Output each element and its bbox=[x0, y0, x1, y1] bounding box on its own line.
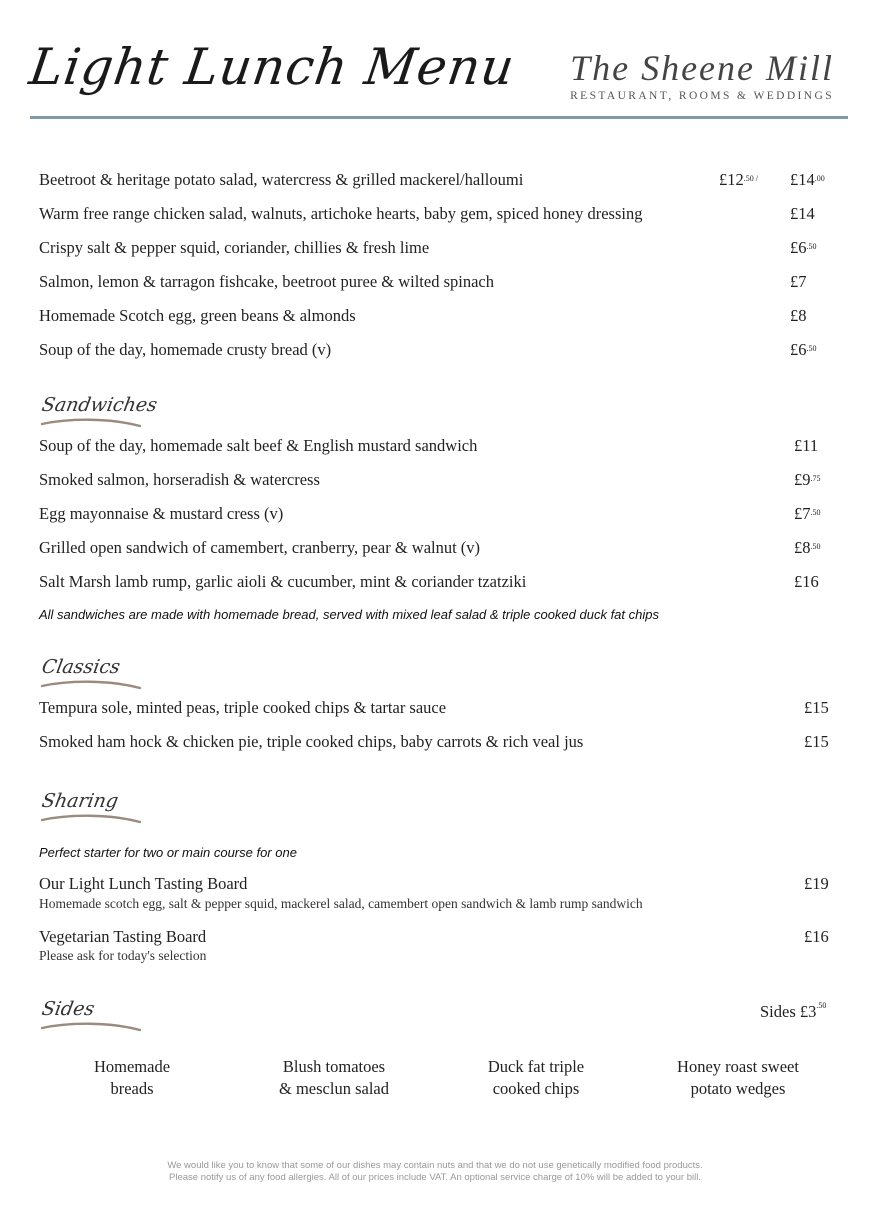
menu-item-price: $£7^{.50}$ bbox=[794, 504, 821, 523]
menu-item-subtext: Please ask for today's selection bbox=[39, 948, 207, 963]
heading-flourish-icon bbox=[40, 678, 150, 692]
menu-item-desc: Warm free range chicken salad, walnuts, artichoke hearts, baby gem, spiced honey dressing bbox=[39, 204, 643, 223]
menu-item-price: £7 bbox=[790, 272, 807, 291]
section-heading-sandwiches: Sandwiches bbox=[40, 392, 150, 436]
menu-item-price: £15 bbox=[804, 732, 829, 751]
side-item: Honey roast sweet potato wedges bbox=[677, 1057, 799, 1098]
menu-item-desc: Beetroot & heritage potato salad, watercress & grilled mackerel/halloumi bbox=[39, 170, 524, 189]
menu-item-price: £16 bbox=[804, 927, 829, 946]
side-item: Duck fat triple cooked chips bbox=[487, 1057, 585, 1098]
menu-item-desc: Salmon, lemon & tarragon fishcake, beetroot puree & wilted spinach bbox=[39, 272, 494, 291]
menu-item-desc: Tempura sole, minted peas, triple cooked chips & tartar sauce bbox=[39, 698, 447, 717]
menu-item-price: $£12^{.50 /}$ bbox=[719, 170, 758, 189]
menu-item-desc: Salt Marsh lamb rump, garlic aioli & cucumber, mint & coriander tzatziki bbox=[39, 572, 527, 591]
heading-flourish-icon bbox=[40, 416, 150, 430]
menu-item-price-alt: $£14^{.00}$ bbox=[790, 170, 825, 189]
heading-flourish-icon bbox=[40, 812, 150, 826]
menu-item-desc: Grilled open sandwich of camembert, cranberry, pear & walnut (v) bbox=[39, 538, 481, 557]
menu-item-price: $£9^{.75}$ bbox=[794, 470, 821, 489]
menu-item-desc: Crispy salt & pepper squid, coriander, chillies & fresh lime bbox=[39, 238, 430, 257]
section-heading-sides: Sides bbox=[40, 996, 150, 1040]
menu-item-price: $£6^{.50}$ bbox=[790, 238, 817, 257]
sharing-note: Perfect starter for two or main course for one bbox=[39, 845, 297, 860]
menu-item-price: £16 bbox=[794, 572, 819, 591]
page-title: Light Lunch Menu bbox=[25, 38, 519, 96]
menu-item-price: £19 bbox=[804, 874, 829, 893]
menu-item-desc: Smoked ham hock & chicken pie, triple cooked chips, baby carrots & rich veal jus bbox=[39, 732, 584, 751]
menu-item-price: £15 bbox=[804, 698, 829, 717]
menu-item-desc: Soup of the day, homemade salt beef & English mustard sandwich bbox=[39, 436, 478, 455]
menu-item-desc: Smoked salmon, horseradish & watercress bbox=[39, 470, 320, 489]
menu-item-price: £8 bbox=[790, 306, 807, 325]
menu-item-desc: Egg mayonnaise & mustard cress (v) bbox=[39, 504, 284, 523]
menu-item-price: £11 bbox=[794, 436, 819, 455]
section-heading-classics: Classics bbox=[40, 654, 150, 698]
menu-item-subtext: Homemade scotch egg, salt & pepper squid, mackerel salad, camembert open sandwich & lamb rump sandwich bbox=[39, 896, 643, 911]
menu-item-price: $£8^{.50}$ bbox=[794, 538, 821, 557]
brand-name: The Sheene Mill bbox=[570, 48, 834, 88]
section-heading-sharing: Sharing bbox=[40, 788, 150, 832]
menu-item-desc: Vegetarian Tasting Board bbox=[39, 927, 207, 946]
sandwiches-note: All sandwiches are made with homemade bread, served with mixed leaf salad & triple cooked duck fat chips bbox=[39, 607, 659, 622]
sides-price: Sides $£3^{.50}$ bbox=[760, 1001, 827, 1021]
menu-item-desc: Soup of the day, homemade crusty bread (v) bbox=[39, 340, 332, 359]
header-divider bbox=[30, 116, 848, 119]
side-item: Homemade breads bbox=[93, 1057, 171, 1098]
side-item: Blush tomatoes & mesclun salad bbox=[279, 1057, 389, 1098]
brand-tagline: RESTAURANT, ROOMS & WEDDINGS bbox=[570, 90, 834, 102]
heading-flourish-icon bbox=[40, 1020, 150, 1034]
menu-item-price: $£6^{.50}$ bbox=[790, 340, 817, 359]
brand-logo bbox=[570, 48, 834, 102]
menu-item-desc: Our Light Lunch Tasting Board bbox=[39, 874, 248, 893]
menu-item-desc: Homemade Scotch egg, green beans & almonds bbox=[39, 306, 356, 325]
menu-item-price: £14 bbox=[790, 204, 815, 223]
footer-disclaimer: We would like you to know that some of our dishes may contain nuts and that we do not use genetically modified food products. Please notify us of any food allergies. All of our prices include VAT. An optional service charge of 10% will be added to your bill. bbox=[167, 1160, 703, 1183]
